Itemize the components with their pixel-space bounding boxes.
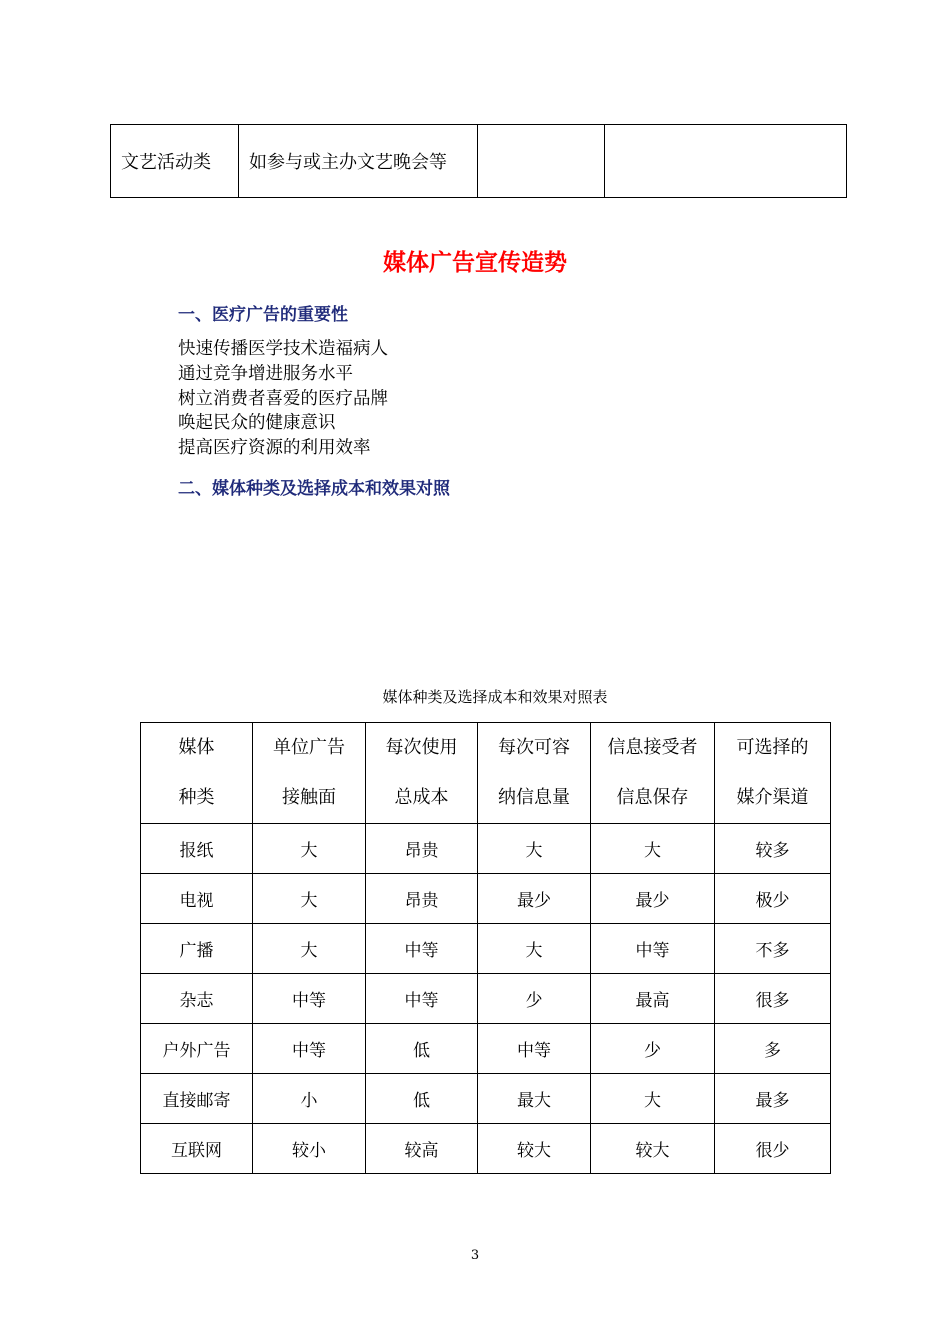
part2-heading: 二、媒体种类及选择成本和效果对照 <box>178 479 450 499</box>
part1-heading: 一、医疗广告的重要性 <box>178 305 348 325</box>
table-row <box>141 1124 831 1174</box>
table-cell: 少 <box>591 1024 715 1074</box>
table-cell: 中等 <box>478 1024 591 1074</box>
table-cell: 中等 <box>253 974 366 1024</box>
table-cell: 较大 <box>478 1124 591 1174</box>
table-cell: 极少 <box>715 874 831 924</box>
table-cell: 中等 <box>366 924 478 974</box>
table-cell: 很少 <box>715 1124 831 1174</box>
table-cell: 大 <box>478 924 591 974</box>
table-cell: 最多 <box>715 1074 831 1124</box>
header-row <box>141 723 831 824</box>
table-cell: 中等 <box>591 924 715 974</box>
table-cell: 低 <box>366 1074 478 1124</box>
table-cell: 大 <box>253 874 366 924</box>
table-cell: 中等 <box>366 974 478 1024</box>
section-title: 媒体广告宣传造势 <box>383 250 567 276</box>
table-cell: 大 <box>478 824 591 874</box>
table-cell: 如参与或主办文艺晚会等 <box>239 125 478 198</box>
table-cell: 低 <box>366 1024 478 1074</box>
table-cell <box>605 125 847 198</box>
list-item: 提高医疗资源的利用效率 <box>178 438 371 459</box>
table-cell: 不多 <box>715 924 831 974</box>
table-cell: 最大 <box>478 1074 591 1124</box>
table-cell <box>478 125 605 198</box>
table-cell: 昂贵 <box>366 874 478 924</box>
table-cell: 较多 <box>715 824 831 874</box>
column-header: 可选择的 媒介渠道 <box>715 723 831 824</box>
table-row <box>141 974 831 1024</box>
importance-list <box>178 337 388 461</box>
table-row <box>141 824 831 874</box>
table-row <box>111 125 847 198</box>
table-row <box>141 1024 831 1074</box>
page-number: 3 <box>470 1248 480 1263</box>
table-cell: 杂志 <box>141 974 253 1024</box>
table-row <box>141 1074 831 1124</box>
table-cell: 多 <box>715 1024 831 1074</box>
media-comparison-table <box>140 722 831 1174</box>
table-row <box>141 924 831 974</box>
table-cell: 广播 <box>141 924 253 974</box>
column-header: 每次使用 总成本 <box>366 723 478 824</box>
table-cell: 较小 <box>253 1124 366 1174</box>
table-cell: 大 <box>253 824 366 874</box>
table-cell: 较高 <box>366 1124 478 1174</box>
list-item: 通过竞争增进服务水平 <box>178 363 353 384</box>
list-item: 唤起民众的健康意识 <box>178 413 336 434</box>
table-cell: 最少 <box>591 874 715 924</box>
list-item: 树立消费者喜爱的医疗品牌 <box>178 388 388 409</box>
table-cell: 小 <box>253 1074 366 1124</box>
table-cell: 少 <box>478 974 591 1024</box>
column-header: 每次可容 纳信息量 <box>478 723 591 824</box>
activity-table <box>110 124 847 198</box>
table-cell: 很多 <box>715 974 831 1024</box>
table-cell: 最少 <box>478 874 591 924</box>
table-cell: 户外广告 <box>141 1024 253 1074</box>
table-cell: 大 <box>591 1074 715 1124</box>
column-header: 单位广告 接触面 <box>253 723 366 824</box>
table-cell: 中等 <box>253 1024 366 1074</box>
table-cell: 电视 <box>141 874 253 924</box>
table-cell: 大 <box>591 824 715 874</box>
list-item: 快速传播医学技术造福病人 <box>178 339 388 359</box>
column-header: 信息接受者 信息保存 <box>591 723 715 824</box>
table-cell: 报纸 <box>141 824 253 874</box>
column-header: 媒体 种类 <box>141 723 253 824</box>
table-caption: 媒体种类及选择成本和效果对照表 <box>382 688 608 706</box>
table-cell: 直接邮寄 <box>141 1074 253 1124</box>
table-cell: 互联网 <box>141 1124 253 1174</box>
table-cell: 大 <box>253 924 366 974</box>
table-cell: 最高 <box>591 974 715 1024</box>
table-row <box>141 874 831 924</box>
table-cell: 文艺活动类 <box>111 125 239 198</box>
table-cell: 昂贵 <box>366 824 478 874</box>
table-cell: 较大 <box>591 1124 715 1174</box>
